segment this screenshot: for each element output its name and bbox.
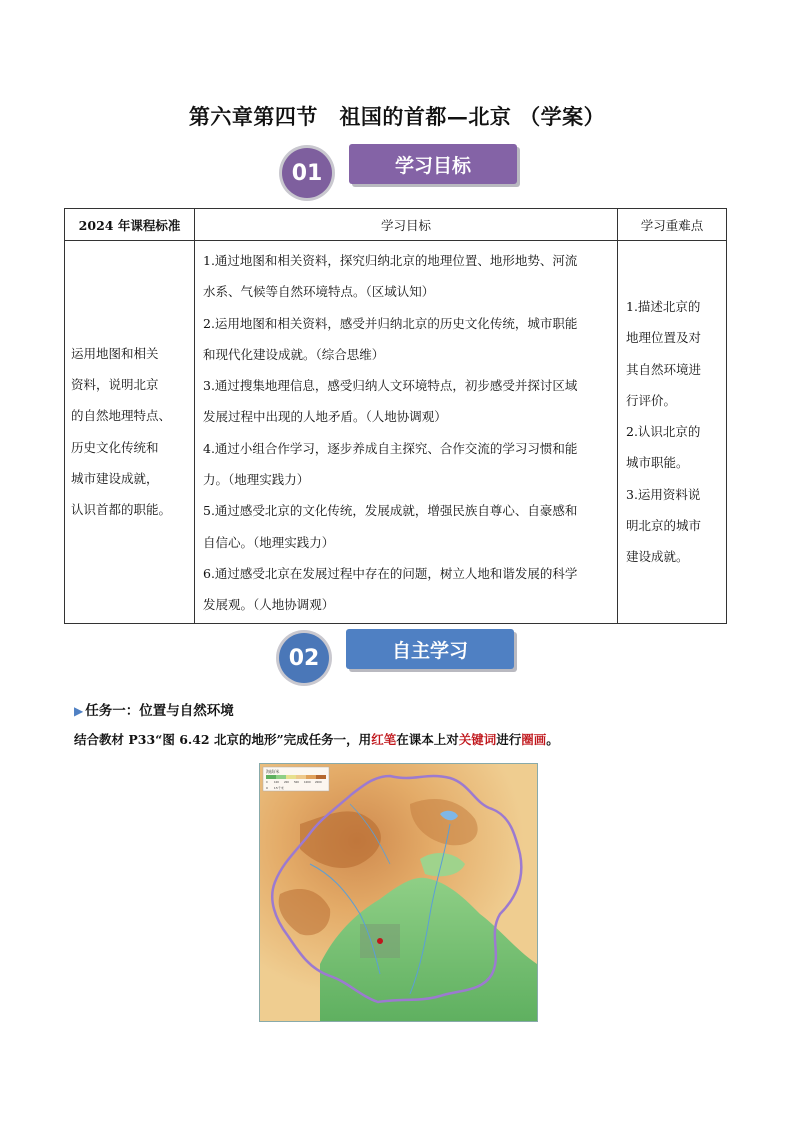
highlight-red-pen: 红笔: [371, 732, 397, 747]
objective-line: 4.通过小组合作学习，逐步养成自主探究、合作交流的学习习惯和能: [203, 440, 578, 456]
section-number-badge: [279, 145, 335, 201]
objective-line: 3.通过搜集地理信息，感受归纳人文环境特点，初步感受并探讨区域: [203, 378, 578, 394]
key-line: 明北京的城市: [626, 518, 702, 534]
instruction-text: 结合教材 P33“图 6.42 北京的地形”完成任务一，用: [74, 732, 372, 747]
objective-line: 力。（地理实践力）: [203, 472, 310, 488]
objective-line: 发展过程中出现的人地矛盾。（人地协调观）: [203, 409, 447, 425]
legend-swatch: [286, 775, 296, 779]
objective-line: 自信心。（地理实践力）: [203, 534, 335, 550]
legend-swatch: [276, 775, 286, 779]
key-line: 建设成就。: [626, 549, 689, 565]
highlight-keyword: 关键词: [458, 732, 497, 747]
task-heading: [74, 699, 234, 719]
objective-line: 发展观。（人地协调观）: [203, 597, 335, 613]
section-number-badge: [276, 630, 332, 686]
instruction-text: 进行: [496, 732, 522, 747]
page-title: 第六章第四节 祖国的首都—北京 （学案）: [188, 104, 606, 129]
legend-swatch: [266, 775, 276, 779]
highlight-circle: 圈画: [521, 732, 547, 747]
capital-marker: [377, 938, 383, 944]
task-title: 任务一：位置与自然环境: [85, 703, 234, 719]
instruction-text: 在课本上对: [396, 732, 459, 747]
section-header-self-study: [276, 628, 521, 688]
instruction-text: 。: [546, 732, 559, 747]
header-objectives: 学习目标: [195, 209, 618, 241]
standard-line: 城市建设成就，: [71, 471, 159, 487]
terrain-map-graphic: [260, 764, 537, 1021]
task-instruction: [74, 730, 559, 748]
legend-tick: 200: [284, 781, 289, 784]
table-row: [65, 241, 727, 624]
objective-line: 和现代化建设成就。（综合思维）: [203, 346, 385, 362]
key-line: 其自然环境进: [626, 361, 702, 377]
key-line: 行评价。: [626, 392, 677, 408]
standard-line: 认识首都的职能。: [71, 502, 172, 518]
section-header-objectives: [279, 143, 519, 203]
standard-line: 资料，说明北京: [71, 377, 159, 393]
key-points-cell: [618, 241, 727, 624]
objective-line: 2.运用地图和相关资料，感受并归纳北京的历史文化传统，城市职能: [203, 315, 578, 331]
header-key-points: 学习重难点: [618, 209, 727, 241]
legend-title: 海拔/米: [266, 769, 280, 774]
standard-line: 运用地图和相关: [71, 345, 159, 361]
objectives-table: [64, 208, 727, 624]
legend-swatch: [306, 775, 316, 779]
beijing-terrain-map: [259, 763, 538, 1022]
standard-line: 的自然地理特点、: [71, 408, 172, 424]
scale-label: 0 15千米: [266, 786, 284, 790]
objective-line: 5.通过感受北京的文化传统，发展成就，增强民族自尊心、自豪感和: [203, 503, 578, 519]
section-number: 01: [282, 148, 332, 198]
standard-cell: [65, 241, 195, 624]
legend-tick: 1000: [304, 781, 311, 784]
section-title-bar: 学习目标: [349, 144, 517, 184]
legend-swatch: [296, 775, 306, 779]
key-line: 3.运用资料说: [626, 486, 701, 502]
objective-line: 1.通过地图和相关资料，探究归纳北京的地理位置、地形地势、河流: [203, 253, 578, 268]
key-line: 地理位置及对: [626, 330, 702, 346]
legend-swatch: [316, 775, 326, 779]
section-title-bar: 自主学习: [346, 629, 514, 669]
standard-line: 历史文化传统和: [71, 439, 159, 455]
legend-tick: 2000: [315, 781, 322, 784]
key-line: 1.描述北京的: [626, 298, 701, 314]
legend-tick: 0: [266, 781, 268, 784]
header-standard: 2024 年课程标准: [65, 209, 195, 241]
legend-tick: 500: [294, 781, 299, 784]
triangle-marker-icon: ▶: [74, 704, 84, 718]
objective-line: 6.通过感受北京在发展过程中存在的问题，树立人地和谐发展的科学: [203, 565, 578, 581]
objective-line: 水系、气候等自然环境特点。（区域认知）: [203, 284, 435, 300]
key-line: 城市职能。: [626, 455, 689, 471]
section-number: 02: [279, 633, 329, 683]
key-line: 2.认识北京的: [626, 424, 701, 440]
objectives-cell: [195, 241, 618, 624]
legend-tick: 100: [274, 781, 279, 784]
table-header-row: [65, 209, 727, 241]
